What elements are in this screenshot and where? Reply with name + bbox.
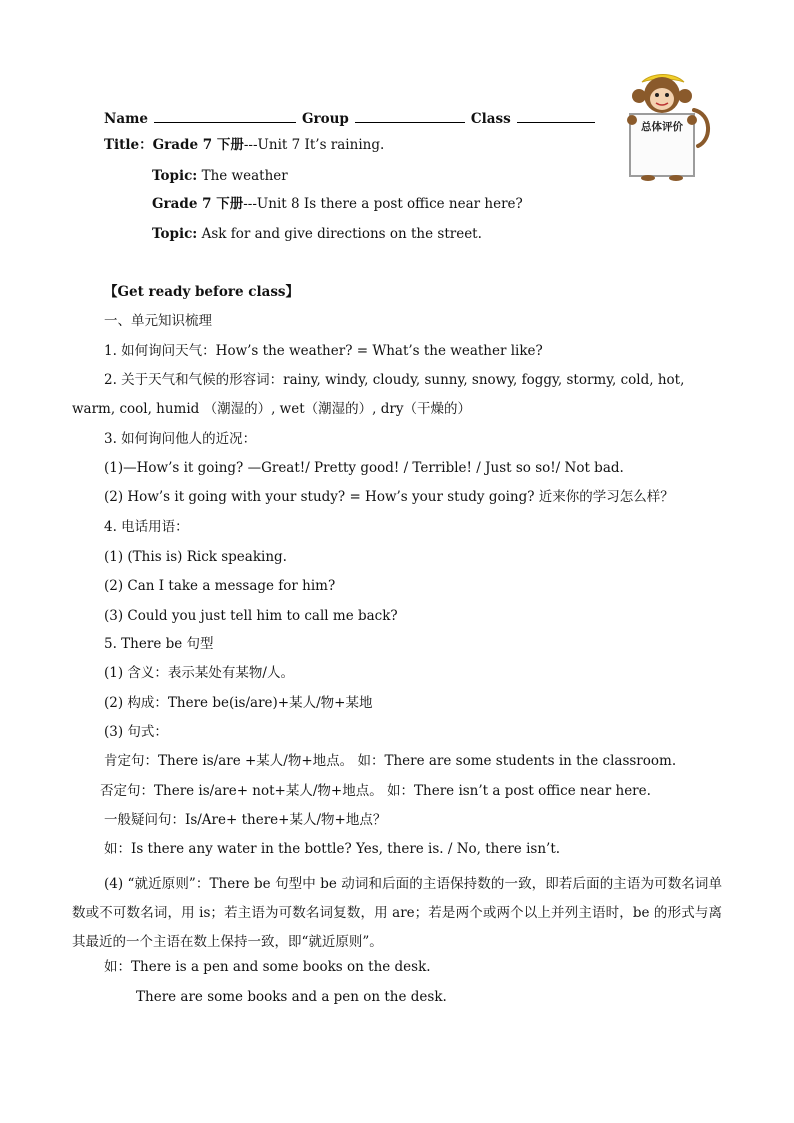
badge-text: 总体评价 xyxy=(641,121,683,133)
unit8-grade: Grade 7 下册 xyxy=(152,196,244,212)
there-be-meaning: (1) 含义：表示某处有某物/人。 xyxy=(104,665,294,681)
class-field[interactable] xyxy=(517,108,595,123)
monkey-foot-left xyxy=(641,175,655,181)
proximity-rule-paragraph xyxy=(72,870,722,957)
monkey-evaluation-badge xyxy=(612,70,712,182)
topic-label-1: Topic: xyxy=(152,168,198,184)
rule-example-2: There are some books and a pen on the desk. xyxy=(136,989,447,1005)
phone-phrase-1: (1) (This is) Rick speaking. xyxy=(104,549,287,565)
title-row xyxy=(104,136,384,154)
monkey-ear-right xyxy=(678,89,692,103)
there-be-structure: (2) 构成：There be(is/are)+某人/物+某地 xyxy=(104,695,373,711)
unit7-grade: Grade 7 下册 xyxy=(152,137,244,153)
proximity-rule-text: (4) “就近原则”：There be 句型中 be 动词和后面的主语保持数的一致，即若后面的主语为可数名词单数或不可数名词，用 is；若主语为可数名词复数，用 are；若是两个或两个以上并列主语时，be 的形式与离其最近的一个主语在数上保持一致，即“就近原则”。 xyxy=(72,876,722,950)
topic-row-2 xyxy=(152,225,482,243)
group-label: Group xyxy=(301,111,349,127)
topic-row-1 xyxy=(152,167,288,185)
there-be-forms: (3) 句式： xyxy=(104,724,168,740)
monkey-eye-right xyxy=(665,93,669,97)
monkey-ear-left xyxy=(632,89,646,103)
topic-text-2: Ask for and give directions on the street. xyxy=(197,226,482,242)
monkey-tail xyxy=(694,110,708,146)
group-field[interactable] xyxy=(355,108,465,123)
question-example: 如：Is there any water in the bottle? Yes, there is. / No, there isn’t. xyxy=(104,841,561,857)
ask-condition-1: (1)—How’s it going? —Great!/ Pretty good! / Terrible! / Just so so!/ Not bad. xyxy=(104,460,624,476)
weather-adjectives-line2: warm, cool, humid （潮湿的）, wet（潮湿的）, dry（干燥的） xyxy=(72,401,471,417)
phone-heading: 4. 电话用语： xyxy=(104,519,189,535)
weather-question: 1. 如何询问天气：How’s the weather? = What’s the weather like? xyxy=(104,343,543,359)
class-label: Class xyxy=(470,111,511,127)
title-label: Title： xyxy=(104,137,153,153)
monkey-hand-right xyxy=(687,115,697,125)
negative-form: 否定句：There is/are+ not+某人/物+地点。 如：There isn’t a post office near here. xyxy=(100,783,651,799)
phone-phrase-2: (2) Can I take a message for him? xyxy=(104,578,336,594)
monkey-eye-left xyxy=(655,93,659,97)
rule-example-1: 如：There is a pen and some books on the desk. xyxy=(104,959,431,975)
topic-text-1: The weather xyxy=(197,168,288,184)
affirmative-form: 肯定句：There is/are +某人/物+地点。 如：There are some students in the classroom. xyxy=(104,753,677,769)
part-one-heading: 一、单元知识梳理 xyxy=(104,313,212,329)
ask-condition-heading: 3. 如何询问他人的近况： xyxy=(104,431,257,447)
section-title: 【Get ready before class】 xyxy=(104,284,300,300)
monkey-face xyxy=(650,88,674,110)
unit8-row xyxy=(152,195,523,213)
phone-phrase-3: (3) Could you just tell him to call me back? xyxy=(104,608,398,624)
there-be-heading: 5. There be 句型 xyxy=(104,636,214,652)
name-field[interactable] xyxy=(154,108,296,123)
question-form: 一般疑问句：Is/Are+ there+某人/物+地点？ xyxy=(104,812,387,828)
unit8-title: ---Unit 8 Is there a post office near here? xyxy=(243,196,523,212)
name-group-class-row xyxy=(104,108,601,128)
name-label: Name xyxy=(104,111,148,127)
unit7-title: ---Unit 7 It’s raining. xyxy=(243,137,385,153)
topic-label-2: Topic: xyxy=(152,226,198,242)
ask-condition-2: (2) How’s it going with your study? = How’s your study going? 近来你的学习怎么样？ xyxy=(104,489,674,505)
weather-adjectives-line1: 2. 关于天气和气候的形容词：rainy, windy, cloudy, sunny, snowy, foggy, stormy, cold, hot, xyxy=(104,372,685,388)
monkey-hand-left xyxy=(627,115,637,125)
monkey-foot-right xyxy=(669,175,683,181)
